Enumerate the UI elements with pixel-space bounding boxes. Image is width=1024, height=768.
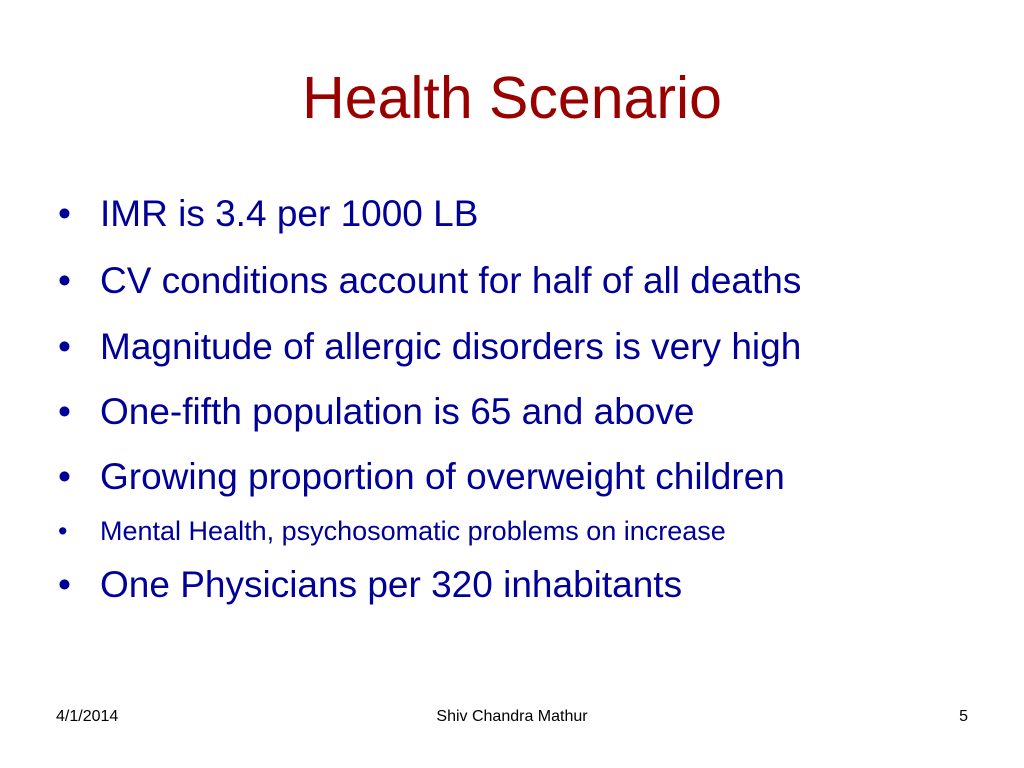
bullet-icon: •	[58, 456, 71, 497]
list-item	[58, 390, 694, 434]
bullet-icon: •	[58, 564, 71, 605]
bullet-text: One-fifth population is 65 and above	[100, 391, 695, 432]
list-item	[58, 325, 801, 369]
bullet-text: CV conditions account for half of all deaths	[100, 260, 802, 301]
footer-date: 4/1/2014	[56, 708, 119, 725]
list-item	[58, 259, 801, 303]
slide-number: 5	[959, 708, 968, 725]
list-item	[58, 514, 726, 548]
list-item	[58, 455, 785, 499]
list-item	[58, 192, 478, 236]
bullet-text: Magnitude of allergic disorders is very high	[100, 326, 802, 367]
bullet-icon: •	[58, 326, 71, 367]
bullet-icon: •	[58, 516, 68, 546]
bullet-text: One Physicians per 320 inhabitants	[100, 564, 683, 605]
bullet-text: Mental Health, psychosomatic problems on increase	[100, 516, 726, 546]
bullet-text: IMR is 3.4 per 1000 LB	[100, 193, 479, 234]
slide-title: Health Scenario	[302, 65, 722, 131]
bullet-icon: •	[58, 391, 71, 432]
list-item	[58, 563, 682, 607]
footer-author: Shiv Chandra Mathur	[436, 708, 588, 725]
bullet-icon: •	[58, 260, 71, 301]
bullet-text: Growing proportion of overweight children	[100, 456, 785, 497]
bullet-icon: •	[58, 193, 71, 234]
